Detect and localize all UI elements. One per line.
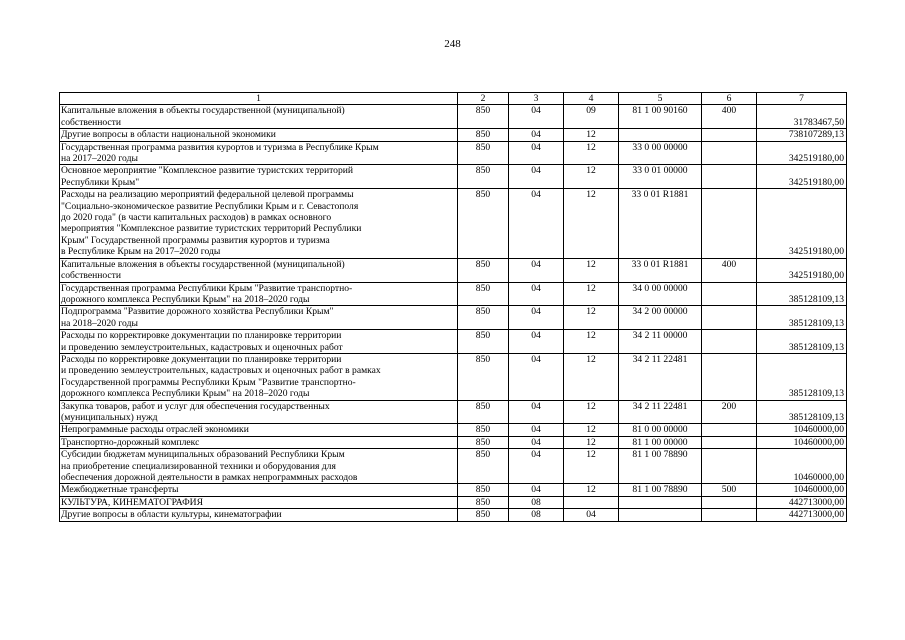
row-expense-type-cell [702,141,757,165]
row-section-cell: 04 [509,189,564,258]
row-expense-type-cell [702,436,757,448]
row-expense-type-cell [702,306,757,330]
table-row [60,496,847,508]
table-row [60,141,847,165]
row-expense-type-cell [702,353,757,400]
row-subsection-cell: 12 [564,189,619,258]
row-expense-type-cell [702,165,757,189]
row-subsection-cell: 12 [564,258,619,282]
row-section-cell: 08 [509,496,564,508]
header-cell: 6 [702,93,757,105]
row-amount-cell: 385128109,13 [757,353,847,400]
row-section-cell: 04 [509,165,564,189]
row-expense-type-cell [702,424,757,436]
row-expense-type-cell [702,496,757,508]
row-expense-type-cell [702,330,757,354]
row-target-article-cell: 81 1 00 78890 [619,449,702,484]
row-name-cell: Подпрограмма "Развитие дорожного хозяйства Республики Крым" на 2018–2020 годы [60,306,458,330]
row-name-cell: Транспортно-дорожный комплекс [60,436,458,448]
header-cell: 5 [619,93,702,105]
row-section-cell: 04 [509,129,564,141]
row-target-article-cell: 33 0 01 R1881 [619,189,702,258]
row-target-article-cell: 81 1 00 78890 [619,484,702,496]
row-code-cell: 850 [458,424,509,436]
row-code-cell: 850 [458,105,509,129]
table-header-row [60,93,847,105]
row-name-cell: Государственная программа развития курортов и туризма в Республике Крым на 2017–2020 годы [60,141,458,165]
row-section-cell: 04 [509,353,564,400]
table-row [60,449,847,484]
row-section-cell: 04 [509,484,564,496]
row-name-cell: КУЛЬТУРА, КИНЕМАТОГРАФИЯ [60,496,458,508]
page-number: 248 [444,38,461,50]
row-section-cell: 04 [509,105,564,129]
row-amount-cell: 342519180,00 [757,165,847,189]
table-row [60,129,847,141]
table-row [60,165,847,189]
header-cell: 1 [60,93,458,105]
row-amount-cell: 342519180,00 [757,141,847,165]
row-target-article-cell: 81 1 00 00000 [619,436,702,448]
row-amount-cell: 10460000,00 [757,436,847,448]
budget-table [59,92,847,522]
row-name-cell: Расходы по корректировке документации по планировке территории и проведению землеустроительных, кадастровых и оценочных работ [60,330,458,354]
row-amount-cell: 442713000,00 [757,509,847,521]
row-target-article-cell: 33 0 01 00000 [619,165,702,189]
row-code-cell: 850 [458,189,509,258]
row-expense-type-cell: 400 [702,105,757,129]
row-target-article-cell [619,509,702,521]
row-name-cell: Другие вопросы в области культуры, кинематографии [60,509,458,521]
row-target-article-cell: 33 0 01 R1881 [619,258,702,282]
row-section-cell: 04 [509,141,564,165]
header-cell: 3 [509,93,564,105]
row-amount-cell: 342519180,00 [757,258,847,282]
row-section-cell: 04 [509,424,564,436]
row-subsection-cell: 12 [564,306,619,330]
row-subsection-cell: 12 [564,449,619,484]
table-row [60,306,847,330]
row-code-cell: 850 [458,258,509,282]
row-target-article-cell: 34 2 11 00000 [619,330,702,354]
row-expense-type-cell: 200 [702,400,757,424]
row-expense-type-cell: 500 [702,484,757,496]
row-code-cell: 850 [458,141,509,165]
row-amount-cell: 738107289,13 [757,129,847,141]
table-row [60,189,847,258]
row-subsection-cell: 12 [564,424,619,436]
row-target-article-cell: 81 0 00 00000 [619,424,702,436]
row-code-cell: 850 [458,436,509,448]
header-cell: 2 [458,93,509,105]
row-target-article-cell: 81 1 00 90160 [619,105,702,129]
row-subsection-cell: 12 [564,484,619,496]
table-row [60,330,847,354]
row-section-cell: 04 [509,436,564,448]
row-target-article-cell: 33 0 00 00000 [619,141,702,165]
row-amount-cell: 442713000,00 [757,496,847,508]
row-expense-type-cell [702,449,757,484]
row-name-cell: Межбюджетные трансферты [60,484,458,496]
row-section-cell: 04 [509,449,564,484]
table-row [60,258,847,282]
row-subsection-cell: 12 [564,353,619,400]
row-amount-cell: 342519180,00 [757,189,847,258]
row-target-article-cell [619,129,702,141]
row-section-cell: 04 [509,400,564,424]
row-subsection-cell [564,496,619,508]
row-code-cell: 850 [458,496,509,508]
row-expense-type-cell: 400 [702,258,757,282]
row-amount-cell: 385128109,13 [757,400,847,424]
row-subsection-cell: 04 [564,509,619,521]
row-amount-cell: 10460000,00 [757,424,847,436]
row-expense-type-cell [702,509,757,521]
table-row [60,484,847,496]
header-cell: 7 [757,93,847,105]
table-body [60,93,847,522]
row-amount-cell: 385128109,13 [757,330,847,354]
row-subsection-cell: 12 [564,282,619,306]
row-section-cell: 04 [509,306,564,330]
row-name-cell: Закупка товаров, работ и услуг для обеспечения государственных (муниципальных) нужд [60,400,458,424]
row-subsection-cell: 12 [564,436,619,448]
row-amount-cell: 385128109,13 [757,282,847,306]
table-row [60,282,847,306]
row-subsection-cell: 12 [564,129,619,141]
row-name-cell: Капитальные вложения в объекты государственной (муниципальной) собственности [60,258,458,282]
row-name-cell: Государственная программа Республики Крым "Развитие транспортно- дорожного комплекса Республики Крым" на 2018–2020 годы [60,282,458,306]
row-amount-cell: 10460000,00 [757,449,847,484]
row-subsection-cell: 12 [564,330,619,354]
row-amount-cell: 385128109,13 [757,306,847,330]
row-amount-cell: 31783467,50 [757,105,847,129]
row-expense-type-cell [702,282,757,306]
table-row [60,105,847,129]
row-name-cell: Основное мероприятие "Комплексное развитие туристских территорий Республики Крым" [60,165,458,189]
table-row [60,509,847,521]
row-code-cell: 850 [458,330,509,354]
row-section-cell: 04 [509,258,564,282]
row-code-cell: 850 [458,449,509,484]
row-name-cell: Расходы по корректировке документации по планировке территории и проведению землеустроительных, кадастровых и оценочных работ в рамках Государственной программы Республики Крым "Развитие транспортно- дорожного комплекса Республики Крым" на 2018–2020 годы [60,353,458,400]
row-code-cell: 850 [458,129,509,141]
table-row [60,424,847,436]
row-code-cell: 850 [458,353,509,400]
row-code-cell: 850 [458,306,509,330]
table-row [60,353,847,400]
row-section-cell: 04 [509,330,564,354]
row-target-article-cell: 34 2 00 00000 [619,306,702,330]
row-target-article-cell: 34 2 11 22481 [619,400,702,424]
row-target-article-cell: 34 2 11 22481 [619,353,702,400]
row-code-cell: 850 [458,509,509,521]
header-cell: 4 [564,93,619,105]
row-amount-cell: 10460000,00 [757,484,847,496]
row-subsection-cell: 09 [564,105,619,129]
row-section-cell: 08 [509,509,564,521]
row-code-cell: 850 [458,165,509,189]
table-row [60,436,847,448]
row-name-cell: Непрограммные расходы отраслей экономики [60,424,458,436]
table-row [60,400,847,424]
row-name-cell: Другие вопросы в области национальной экономики [60,129,458,141]
row-section-cell: 04 [509,282,564,306]
row-subsection-cell: 12 [564,400,619,424]
row-expense-type-cell [702,129,757,141]
row-code-cell: 850 [458,484,509,496]
row-code-cell: 850 [458,282,509,306]
row-name-cell: Капитальные вложения в объекты государственной (муниципальной) собственности [60,105,458,129]
row-target-article-cell [619,496,702,508]
row-code-cell: 850 [458,400,509,424]
row-expense-type-cell [702,189,757,258]
row-subsection-cell: 12 [564,141,619,165]
row-name-cell: Расходы на реализацию мероприятий федеральной целевой программы "Социально-экономическое развитие Республики Крым и г. Севастополя до 2020 года" (в части капитальных расходов) в рамках основного мероприятия "Комплексное развитие туристских территорий Республики Крым" Государственной программы развития курортов и туризма в Республике Крым на 2017–2020 годы [60,189,458,258]
row-name-cell: Субсидии бюджетам муниципальных образований Республики Крым на приобретение специализированной техники и оборудования для обеспечения дорожной деятельности в рамках непрограммных расходов [60,449,458,484]
row-subsection-cell: 12 [564,165,619,189]
row-target-article-cell: 34 0 00 00000 [619,282,702,306]
